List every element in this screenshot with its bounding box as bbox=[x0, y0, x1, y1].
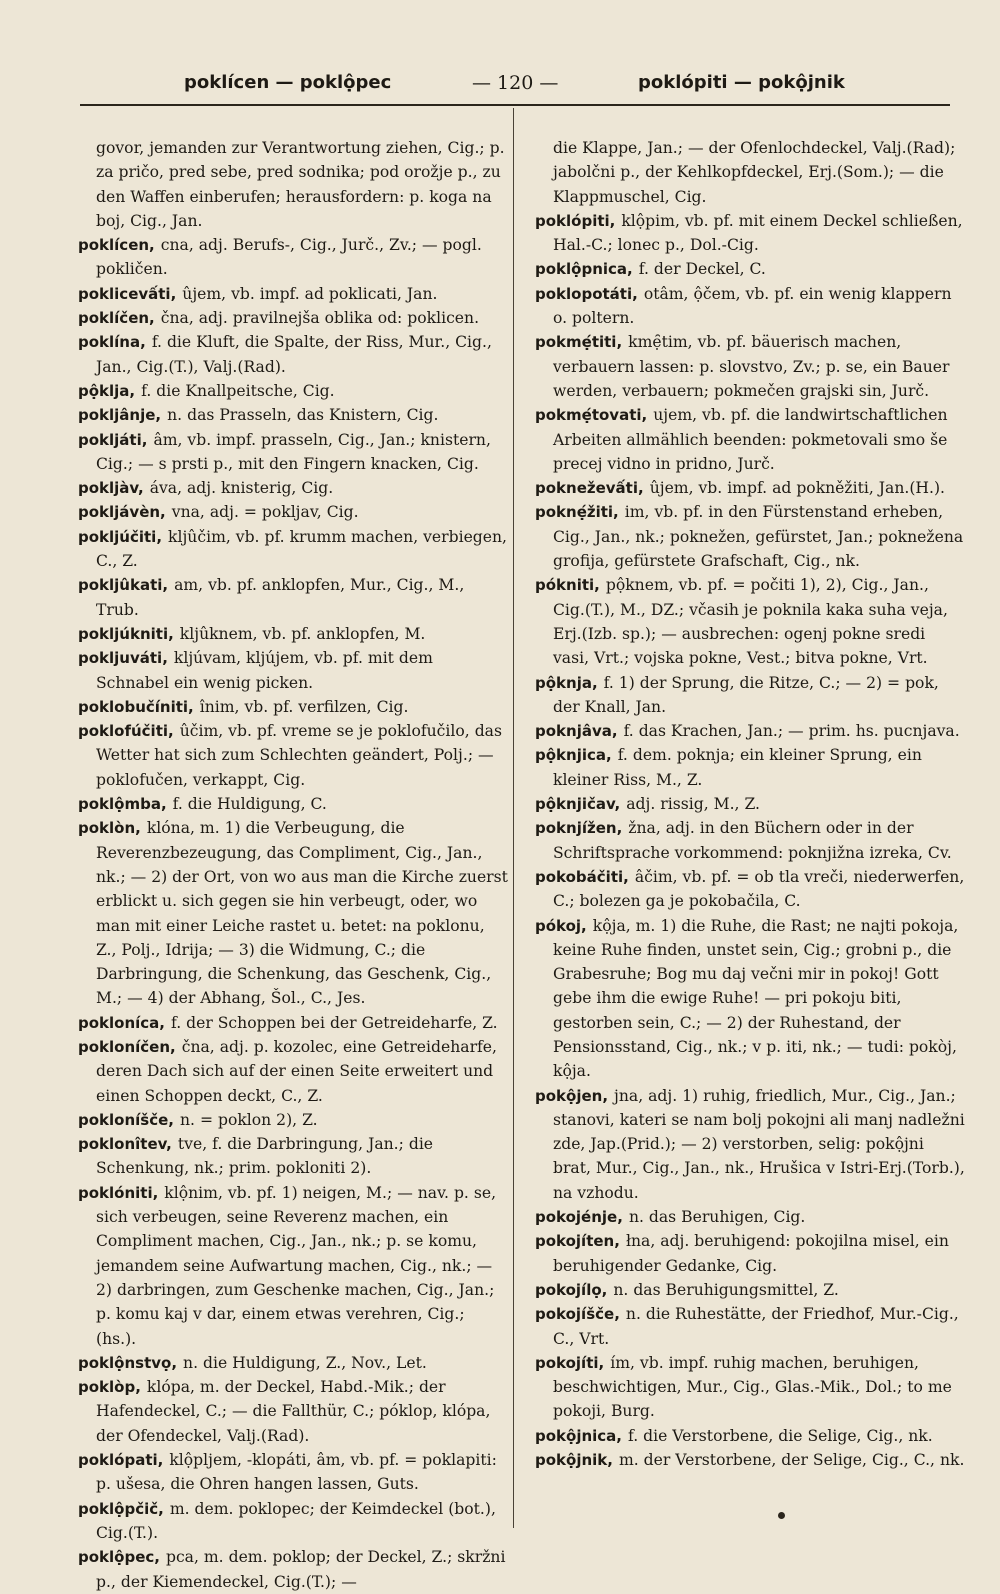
page-mark bbox=[778, 1512, 785, 1519]
entry-headword: pokobáčiti, bbox=[535, 867, 629, 886]
entry-definition: n. die Ruhestätte, der Friedhof, Mur.-Cig., C., Vrt. bbox=[553, 1305, 959, 1348]
dictionary-entry bbox=[535, 209, 965, 258]
dictionary-entry bbox=[78, 695, 508, 719]
entry-definition: adj. rissig, M., Z. bbox=[626, 795, 760, 814]
entry-definition: înim, vb. pf. verfilzen, Cig. bbox=[199, 697, 409, 716]
entry-definition: pộknem, vb. pf. = počiti 1), 2), Cig., Jan., Cig.(T.), M., DZ.; včasih je poknila kaka suha veja, Erj.(Izb. sp.); — ausbrechen: ogenj pokne sredi vasi, Vrt.; vojska pokne, Vest.; bitva pokne, Vrt. bbox=[553, 576, 948, 668]
entry-definition: âčim, vb. pf. = ob tla vreči, niederwerfen, C.; bolezen ga je pokobačila, C. bbox=[553, 867, 965, 911]
entry-headword: poklópati, bbox=[78, 1451, 164, 1470]
entry-definition: žna, adj. in den Büchern oder in der Schriftsprache vorkommend: poknjižna izreka, Cv. bbox=[553, 819, 952, 862]
dictionary-entry bbox=[78, 1497, 508, 1546]
entry-headword: poklonı́ca, bbox=[78, 1013, 165, 1032]
entry-definition: áva, adj. knisterig, Cig. bbox=[149, 479, 334, 498]
entry-definition: âm, vb. impf. prasseln, Cig., Jan.; knistern, Cig.; — s prsti p., mit den Fingern knacken, Cig. bbox=[96, 430, 491, 473]
entry-definition: am, vb. pf. anklopfen, Mur., Cig., M., Trub. bbox=[96, 576, 465, 619]
dictionary-entry bbox=[78, 1181, 508, 1351]
dictionary-entry bbox=[78, 1448, 508, 1497]
entry-headword: pokộjnik, bbox=[535, 1451, 613, 1470]
page-number: — 120 — bbox=[472, 72, 559, 94]
entry-headword: poklộnstvọ, bbox=[78, 1353, 178, 1372]
entry-headword: poklòn, bbox=[78, 819, 141, 838]
entry-definition: otâm, ộčem, vb. pf. ein wenig klappern o. poltern. bbox=[553, 284, 952, 328]
dictionary-entry bbox=[78, 1351, 508, 1375]
entry-definition: ím, vb. impf. ruhig machen, beruhigen, beschwichtigen, Mur., Cig., Glas.-Mik., Dol.; to me pokoji, Burg. bbox=[553, 1353, 952, 1421]
entry-headword: pokmẹ́titi, bbox=[535, 333, 623, 352]
entry-headword: pokộjnica, bbox=[535, 1426, 622, 1445]
entry-definition: ûjem, vb. impf. ad poklicati, Jan. bbox=[182, 284, 438, 303]
entry-definition: f. das Krachen, Jan.; — prim. hs. pucnjava. bbox=[623, 722, 960, 741]
dictionary-entry bbox=[78, 622, 508, 646]
dictionary-entry bbox=[78, 1132, 508, 1181]
dictionary-entry bbox=[535, 282, 965, 331]
dictionary-entry bbox=[78, 816, 508, 1010]
dictionary-entry bbox=[78, 282, 508, 306]
entry-definition: klộpim, vb. pf. mit einem Deckel schließen, Hal.-C.; lonec p., Dol.-Cig. bbox=[553, 211, 963, 255]
column-divider bbox=[513, 108, 514, 1528]
entry-definition: f. die Huldigung, C. bbox=[172, 795, 327, 814]
entry-headword: pokộjen, bbox=[535, 1086, 609, 1105]
entry-headword: poklộmba, bbox=[78, 795, 167, 814]
dictionary-entry bbox=[78, 525, 508, 574]
dictionary-entry bbox=[78, 1545, 508, 1594]
entry-headword: poknẹ́žiti, bbox=[535, 503, 619, 522]
entry-headword: pộknjičav, bbox=[535, 795, 621, 814]
entry-headword: poklộpec, bbox=[78, 1548, 160, 1567]
entry-headword: poklína, bbox=[78, 333, 146, 352]
header-left-guide-words: poklícen — poklộpec bbox=[184, 72, 392, 93]
entry-headword: pokloníšče, bbox=[78, 1110, 174, 1129]
dictionary-entry bbox=[78, 379, 508, 403]
dictionary-entry bbox=[535, 1229, 965, 1278]
entry-headword: poklíčen, bbox=[78, 309, 155, 328]
dictionary-entry bbox=[78, 719, 508, 792]
entry-definition: n. die Huldigung, Z., Nov., Let. bbox=[183, 1353, 427, 1372]
entry-headword: pokojíten, bbox=[535, 1232, 620, 1251]
right-column bbox=[535, 136, 965, 1536]
dictionary-entry bbox=[78, 428, 508, 477]
entry-definition: f. 1) der Sprung, die Ritze, C.; — 2) = pok, der Knall, Jan. bbox=[553, 673, 939, 716]
dictionary-entry bbox=[78, 1375, 508, 1448]
dictionary-entry bbox=[535, 1205, 965, 1229]
dictionary-entry bbox=[535, 1084, 965, 1205]
entry-headword: pókoj, bbox=[535, 916, 587, 935]
dictionary-entry bbox=[78, 330, 508, 379]
running-header bbox=[80, 72, 950, 102]
entry-definition: kljûčim, vb. pf. krumm machen, verbiegen, C., Z. bbox=[96, 527, 508, 571]
entry-headword: poklonı̂tev, bbox=[78, 1135, 172, 1154]
dictionary-entry bbox=[78, 500, 508, 524]
dictionary-entry bbox=[535, 257, 965, 281]
dictionary-entry bbox=[78, 573, 508, 622]
entry-headword: pókniti, bbox=[535, 576, 600, 595]
entry-headword: pokojíšče, bbox=[535, 1305, 620, 1324]
entry-definition: čna, adj. p. kozolec, eine Getreideharfe, deren Dach sich auf der einen Seite erweitert und einen Schoppen deckt, C., Z. bbox=[96, 1037, 497, 1105]
entry-definition: govor, jemanden zur Verantwortung ziehen, Cig.; p. za pričo, pred sebe, pred sodnika; pod orožje p., zu den Waffen einberufen; herausfordern: p. koga na boj, Cig., Jan. bbox=[96, 139, 505, 230]
dictionary-entry bbox=[78, 1035, 508, 1108]
entry-headword: poknjâva, bbox=[535, 722, 618, 741]
entry-headword: pộklja, bbox=[78, 381, 136, 400]
entry-definition: jna, adj. 1) ruhig, friedlich, Mur., Cig., Jan.; stanovi, kateri se nam bolj pokojni ali manj nadležni zde, Jap.(Prid.); — 2) verstorben, selig: pokộjni brat, Mur., Cig., Jan., nk., Hrušica v Istri-Erj.(Torb.), na vzhodu. bbox=[553, 1086, 965, 1202]
dictionary-entry bbox=[535, 1351, 965, 1424]
entry-definition: čna, adj. pravilnejša oblika od: poklicen. bbox=[160, 309, 480, 328]
entry-headword: poklóniti, bbox=[78, 1183, 159, 1202]
dictionary-entry bbox=[535, 719, 965, 743]
entry-definition: łna, adj. beruhigend: pokojilna misel, ein beruhigender Gedanke, Cig. bbox=[553, 1232, 949, 1275]
dictionary-entry bbox=[78, 1011, 508, 1035]
entry-definition: ûčim, vb. pf. vreme se je poklofučilo, das Wetter hat sich zum Schlechten geändert, Polj.; — poklofučen, verkappt, Cig. bbox=[96, 722, 502, 789]
dictionary-entry bbox=[535, 1448, 965, 1472]
entry-headword: pokmẹ́tovati, bbox=[535, 406, 648, 425]
entry-headword: poklộpčič, bbox=[78, 1499, 164, 1518]
entry-definition: vna, adj. = pokljav, Cig. bbox=[171, 503, 359, 522]
entry-headword: poklofúčiti, bbox=[78, 722, 174, 741]
entry-headword: poklopotáti, bbox=[535, 284, 638, 303]
entry-headword: pokojénje, bbox=[535, 1208, 623, 1227]
entry-definition: klópa, m. der Deckel, Habd.-Mik.; der Hafendeckel, C.; — die Fallthür, C.; póklop, klópa, der Ofendeckel, Valj.(Rad). bbox=[96, 1378, 491, 1445]
entry-headword: pokljuváti, bbox=[78, 649, 168, 668]
entry-headword: poklícen, bbox=[78, 236, 155, 255]
header-right-guide-words: poklópiti — pokộjnik bbox=[638, 72, 845, 93]
entry-definition: tve, f. die Darbringung, Jan.; die Schenkung, nk.; prim. pokloniti 2). bbox=[96, 1135, 434, 1178]
dictionary-entry bbox=[535, 573, 965, 670]
dictionary-entry bbox=[535, 743, 965, 792]
dictionary-entry bbox=[535, 865, 965, 914]
entry-headword: poklòp, bbox=[78, 1378, 141, 1397]
dictionary-entry bbox=[535, 330, 965, 403]
dictionary-entry bbox=[535, 403, 965, 476]
dictionary-entry bbox=[78, 792, 508, 816]
entry-headword: poklópiti, bbox=[535, 211, 616, 230]
dictionary-entry bbox=[78, 476, 508, 500]
dictionary-entry bbox=[78, 403, 508, 427]
entry-definition: n. = poklon 2), Z. bbox=[179, 1110, 318, 1129]
dictionary-entry bbox=[78, 233, 508, 282]
entry-definition: f. dem. poknja; ein kleiner Sprung, ein kleiner Riss, M., Z. bbox=[553, 746, 922, 789]
dictionary-entry bbox=[535, 816, 965, 865]
entry-headword: poklicevấti, bbox=[78, 284, 177, 303]
dictionary-entry bbox=[78, 136, 508, 233]
entry-headword: pộknja, bbox=[535, 673, 598, 692]
entry-definition: n. das Beruhigen, Cig. bbox=[628, 1208, 806, 1227]
dictionary-entry bbox=[535, 476, 965, 500]
left-column bbox=[78, 136, 508, 1591]
entry-headword: pokljàv, bbox=[78, 479, 144, 498]
entry-definition: klộpljem, -klopáti, âm, vb. pf. = poklapiti: p. ušesa, die Ohren hangen lassen, Guts. bbox=[96, 1451, 497, 1494]
entry-definition: klộnim, vb. pf. 1) neigen, M.; — nav. p. se, sich verbeugen, seine Reverenz machen, ein Compliment machen, Cig., Jan., nk.; p. se komu, jemandem seine Aufwartung machen, Cig., nk.; — 2) darbringen, zum Geschenke machen, Cig., Jan.; p. komu kaj v dar, einem etwas verehren, Cig.; (hs.). bbox=[96, 1183, 497, 1348]
dictionary-entry bbox=[535, 1424, 965, 1448]
entry-headword: pộknjica, bbox=[535, 746, 612, 765]
entry-definition: f. der Schoppen bei der Getreideharfe, Z. bbox=[171, 1013, 498, 1032]
dictionary-entry bbox=[78, 646, 508, 695]
entry-definition: n. das Beruhigungsmittel, Z. bbox=[613, 1280, 839, 1299]
dictionary-entry bbox=[535, 1278, 965, 1302]
entry-definition: f. die Kluft, die Spalte, der Riss, Mur., Cig., Jan., Cig.(T.), Valj.(Rad). bbox=[96, 333, 492, 376]
entry-definition: kmẹ̑tim, vb. pf. bäuerisch machen, verbauern lassen: p. slovstvo, Zv.; p. se, ein Bauer werden, verbauern; pokmečen grajski sin, Jurč. bbox=[553, 333, 950, 400]
dictionary-entry bbox=[535, 1302, 965, 1351]
entry-definition: kộja, m. 1) die Ruhe, die Rast; ne najti pokoja, keine Ruhe finden, unstet sein, Cig.; grobni p., die Grabesruhe; Bog mu daj večni mir in pokoj! Gott gebe ihm die ewige Ruhe! — pri pokoju biti, gestorben sein, C.; — 2) der Ruhestand, der Pensionsstand, Cig., nk.; v p. iti, nk.; — tudi: pokòj, kộja. bbox=[553, 916, 959, 1081]
entry-headword: pokljúčiti, bbox=[78, 527, 163, 546]
dictionary-entry bbox=[78, 1108, 508, 1132]
entry-definition: kljúvam, kljújem, vb. pf. mit dem Schnabel ein wenig picken. bbox=[96, 649, 433, 692]
entry-headword: pokljávèn, bbox=[78, 503, 166, 522]
header-rule bbox=[80, 104, 950, 106]
entry-headword: pokojíti, bbox=[535, 1353, 605, 1372]
entry-definition: pca, m. dem. poklop; der Deckel, Z.; skržni p., der Kiemendeckel, Cig.(T.); — bbox=[96, 1548, 506, 1591]
entry-headword: pokljânje, bbox=[78, 406, 162, 425]
entry-definition: f. die Verstorbene, die Selige, Cig., nk. bbox=[628, 1426, 933, 1445]
entry-definition: ujem, vb. pf. die landwirtschaftlichen Arbeiten allmählich beenden: pokmetovali smo še precej vidno in pridno, Jurč. bbox=[553, 406, 948, 473]
dictionary-entry bbox=[535, 914, 965, 1084]
entry-headword: poklobučíniti, bbox=[78, 697, 194, 716]
entry-headword: pokljúkniti, bbox=[78, 624, 174, 643]
entry-headword: pokljáti, bbox=[78, 430, 148, 449]
entry-definition: im, vb. pf. in den Fürstenstand erheben, Cig., Jan., nk.; poknežen, gefürstet, Jan.; poknežena grofija, gefürstete Grafschaft, Cig., nk. bbox=[553, 503, 964, 571]
entry-definition: m. dem. poklopec; der Keimdeckel (bot.), Cig.(T.). bbox=[96, 1499, 496, 1542]
entry-definition: kljûknem, vb. pf. anklopfen, M. bbox=[179, 624, 426, 643]
dictionary-entry bbox=[535, 136, 965, 209]
dictionary-entry bbox=[535, 500, 965, 573]
entry-headword: pokojílọ, bbox=[535, 1280, 608, 1299]
entry-definition: f. der Deckel, C. bbox=[638, 260, 766, 279]
entry-definition: f. die Knallpeitsche, Cig. bbox=[141, 381, 335, 400]
entry-headword: pokneževấti, bbox=[535, 479, 644, 498]
entry-headword: pokljûkati, bbox=[78, 576, 169, 595]
entry-headword: poklộpnica, bbox=[535, 260, 633, 279]
entry-definition: die Klappe, Jan.; — der Ofenlochdeckel, Valj.(Rad); jabolčni p., der Kehlkopfdeckel, Erj.(Som.); — die Klappmuschel, Cig. bbox=[553, 139, 956, 206]
entry-definition: n. das Prasseln, das Knistern, Cig. bbox=[167, 406, 439, 425]
dictionary-entry bbox=[535, 792, 965, 816]
entry-definition: m. der Verstorbene, der Selige, Cig., C., nk. bbox=[618, 1451, 965, 1470]
dictionary-entry bbox=[78, 306, 508, 330]
entry-definition: ûjem, vb. impf. ad pokněžiti, Jan.(H.). bbox=[649, 479, 946, 498]
entry-headword: poknjížen, bbox=[535, 819, 623, 838]
dictionary-entry bbox=[535, 671, 965, 720]
entry-definition: cna, adj. Berufs-, Cig., Jurč., Zv.; — pogl. pokličen. bbox=[96, 236, 482, 279]
entry-headword: pokloníčen, bbox=[78, 1037, 176, 1056]
entry-definition: klóna, m. 1) die Verbeugung, die Reverenzbezeugung, das Compliment, Cig., Jan., nk.; — 2) der Ort, von wo aus man die Kirche zuerst erblickt u. sich gegen sie hin verbeugt, oder, wo man mit einer Leiche rastet u. betet: na poklonu, Z., Polj., Idrija; — 3) die Widmung, C.; die Darbringung, die Schenkung, das Geschenk, Cig., M.; — 4) der Abhang, Šol., C., Jes. bbox=[96, 819, 508, 1008]
